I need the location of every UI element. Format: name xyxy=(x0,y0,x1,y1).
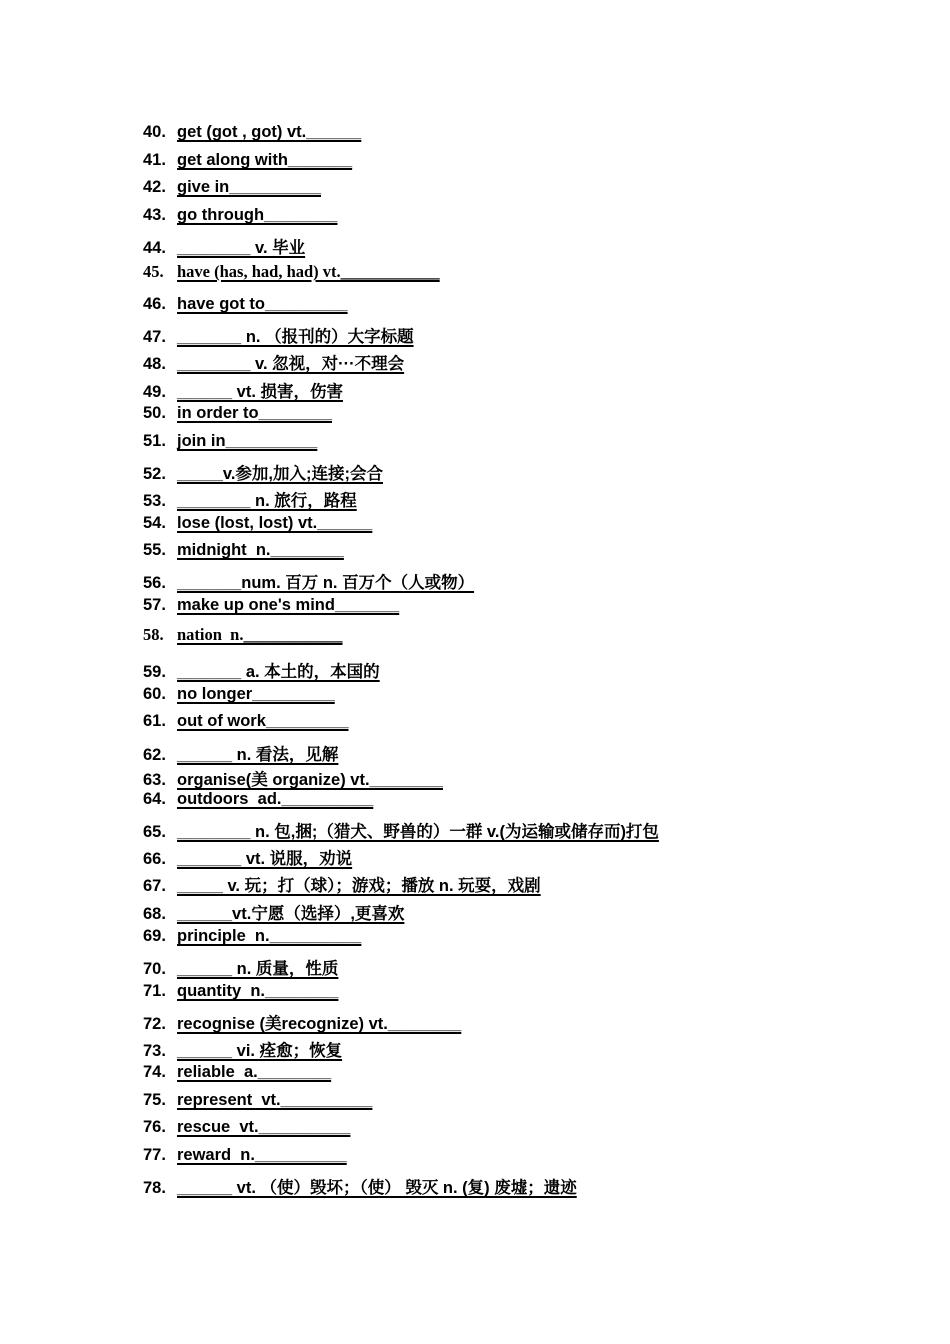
item-number: 69. xyxy=(143,927,166,945)
item-number: 58. xyxy=(143,625,164,644)
item-number: 77. xyxy=(143,1146,166,1164)
list-item xyxy=(143,596,399,620)
item-entry: rescue vt.__________ xyxy=(177,1118,351,1136)
list-item xyxy=(143,927,361,951)
item-number: 53. xyxy=(143,492,166,510)
list-item xyxy=(143,460,383,484)
item-number: 55. xyxy=(143,541,166,559)
list-item xyxy=(143,123,361,147)
item-entry: _____ v. 玩；打（球）；游戏；播放 n. 玩耍，戏剧 xyxy=(177,877,541,895)
list-item xyxy=(143,487,357,511)
list-item xyxy=(143,741,338,765)
item-number: 52. xyxy=(143,465,166,483)
item-number: 48. xyxy=(143,355,166,373)
item-entry: lose (lost, lost) vt.______ xyxy=(177,514,373,532)
item-entry: in order to________ xyxy=(177,404,332,422)
list-item xyxy=(143,206,337,230)
item-number: 68. xyxy=(143,905,166,923)
list-item xyxy=(143,1174,577,1198)
item-entry: ______ vt. （使）毁坏；（使） 毁灭 n. (复) 废墟；遗迹 xyxy=(177,1179,577,1197)
list-item xyxy=(143,790,373,814)
item-entry: ______ n. 看法，见解 xyxy=(177,746,339,764)
item-entry: ________ n. 旅行，路程 xyxy=(177,492,357,510)
list-item xyxy=(143,262,440,286)
item-entry: have (has, had, had) vt.____________ xyxy=(177,262,440,281)
item-entry: ________ v. 忽视，对···不理会 xyxy=(177,355,405,373)
item-number: 71. xyxy=(143,982,166,1000)
item-number: 64. xyxy=(143,790,166,808)
item-number: 62. xyxy=(143,746,166,764)
item-number: 67. xyxy=(143,877,166,895)
item-entry: no longer_________ xyxy=(177,685,335,703)
item-entry: _______ vt. 说服，劝说 xyxy=(177,850,353,868)
list-item xyxy=(143,323,414,347)
item-number: 57. xyxy=(143,596,166,614)
item-entry: ______ vi. 痊愈；恢复 xyxy=(177,1042,343,1060)
item-entry: get along with_______ xyxy=(177,151,353,169)
item-number: 61. xyxy=(143,712,166,730)
list-item xyxy=(143,378,343,402)
item-number: 70. xyxy=(143,960,166,978)
list-item xyxy=(143,685,335,709)
item-entry: give in__________ xyxy=(177,178,322,196)
list-item xyxy=(143,404,332,428)
item-number: 63. xyxy=(143,771,166,789)
item-number: 78. xyxy=(143,1179,166,1197)
list-item xyxy=(143,178,321,202)
list-item xyxy=(143,1037,342,1061)
item-entry: out of work_________ xyxy=(177,712,349,730)
item-entry: reward n.__________ xyxy=(177,1146,347,1164)
item-entry: organise(美 organize) vt.________ xyxy=(177,771,443,789)
item-number: 65. xyxy=(143,823,166,841)
list-item xyxy=(143,1146,347,1170)
list-item xyxy=(143,766,443,790)
list-item xyxy=(143,151,352,175)
list-item xyxy=(143,1091,372,1115)
list-item xyxy=(143,295,348,319)
list-item xyxy=(143,1063,331,1087)
list-item xyxy=(143,541,344,565)
item-number: 45. xyxy=(143,262,164,281)
list-item xyxy=(143,872,541,896)
item-entry: nation n.____________ xyxy=(177,625,343,644)
item-number: 40. xyxy=(143,123,166,141)
item-entry: outdoors ad.__________ xyxy=(177,790,374,808)
item-entry: ______ n. 质量，性质 xyxy=(177,960,339,978)
list-item xyxy=(143,514,372,538)
item-number: 51. xyxy=(143,432,166,450)
item-number: 59. xyxy=(143,663,166,681)
item-entry: get (got , got) vt.______ xyxy=(177,123,362,141)
item-number: 43. xyxy=(143,206,166,224)
item-entry: have got to_________ xyxy=(177,295,348,313)
item-number: 76. xyxy=(143,1118,166,1136)
item-entry: principle n.__________ xyxy=(177,927,362,945)
item-entry: midnight n.________ xyxy=(177,541,344,559)
list-item xyxy=(143,658,380,682)
item-entry: _______ n. （报刊的）大字标题 xyxy=(177,328,414,346)
list-item xyxy=(143,432,317,456)
item-entry: reliable a.________ xyxy=(177,1063,332,1081)
item-number: 46. xyxy=(143,295,166,313)
item-entry: _______ a. 本土的，本国的 xyxy=(177,663,380,681)
list-item xyxy=(143,625,342,649)
list-item xyxy=(143,712,349,736)
item-entry: quantity n.________ xyxy=(177,982,339,1000)
list-item xyxy=(143,900,404,924)
item-number: 74. xyxy=(143,1063,166,1081)
item-number: 47. xyxy=(143,328,166,346)
list-item xyxy=(143,1010,461,1034)
item-number: 49. xyxy=(143,383,166,401)
item-number: 42. xyxy=(143,178,166,196)
list-item xyxy=(143,569,474,593)
item-entry: recognise (美recognize) vt.________ xyxy=(177,1015,462,1033)
list-item xyxy=(143,845,352,869)
item-number: 60. xyxy=(143,685,166,703)
item-number: 75. xyxy=(143,1091,166,1109)
item-entry: ________ v. 毕业 xyxy=(177,239,306,257)
list-item xyxy=(143,350,404,374)
list-item xyxy=(143,1118,350,1142)
item-number: 50. xyxy=(143,404,166,422)
list-item xyxy=(143,955,338,979)
item-number: 54. xyxy=(143,514,166,532)
item-number: 66. xyxy=(143,850,166,868)
item-number: 72. xyxy=(143,1015,166,1033)
item-entry: _____v.参加,加入;连接;会合 xyxy=(177,465,383,483)
item-number: 73. xyxy=(143,1042,166,1060)
item-entry: make up one's mind_______ xyxy=(177,596,400,614)
item-entry: ______vt.宁愿（选择）,更喜欢 xyxy=(177,905,405,923)
item-entry: go through________ xyxy=(177,206,338,224)
list-item xyxy=(143,818,659,842)
item-entry: represent vt.__________ xyxy=(177,1091,373,1109)
list-item xyxy=(143,234,305,258)
item-entry: ________ n. 包,捆;（猎犬、野兽的）一群 v.(为运输或储存而)打包 xyxy=(177,823,659,841)
item-number: 56. xyxy=(143,574,166,592)
list-item xyxy=(143,982,338,1006)
item-entry: _______num. 百万 n. 百万个（人或物） xyxy=(177,574,475,592)
item-entry: ______ vt. 损害，伤害 xyxy=(177,383,343,401)
item-number: 44. xyxy=(143,239,166,257)
item-entry: join in__________ xyxy=(177,432,318,450)
item-number: 41. xyxy=(143,151,166,169)
